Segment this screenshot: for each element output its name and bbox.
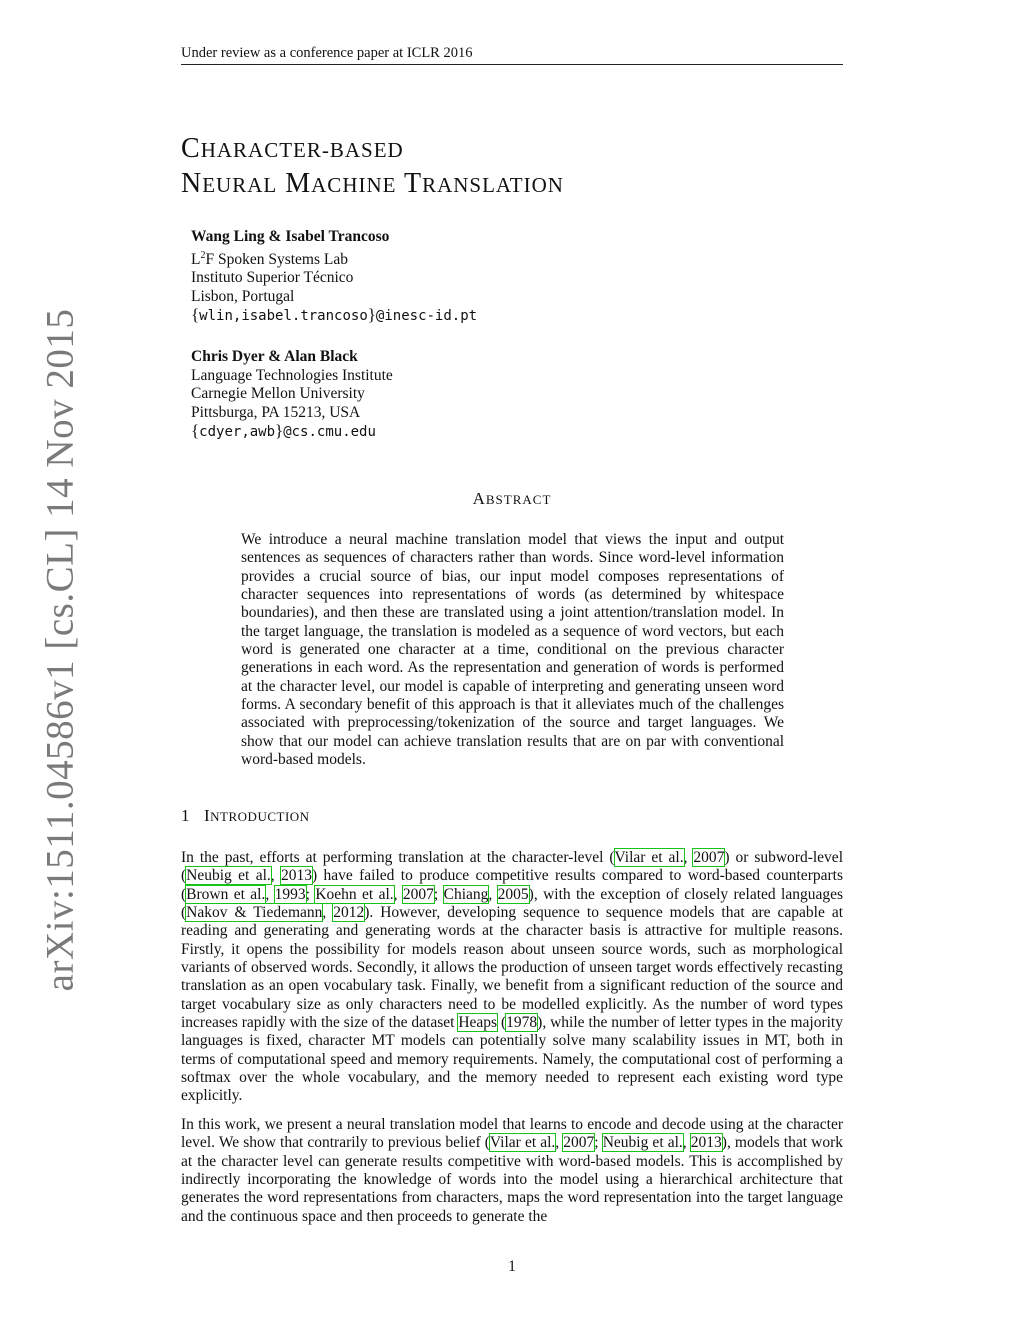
author-location: Lisbon, Portugal bbox=[191, 287, 295, 305]
author-email[interactable]: {wlin,isabel.trancoso}@inesc-id.pt bbox=[191, 305, 478, 325]
citation-link[interactable]: Heaps bbox=[458, 1014, 498, 1032]
citation-link[interactable]: 2007 bbox=[693, 849, 725, 866]
abstract-heading: ABSTRACT bbox=[472, 489, 552, 508]
author-institution: Carnegie Mellon University bbox=[191, 385, 365, 402]
citation-link[interactable]: 2013 bbox=[690, 1134, 722, 1152]
author-affiliation: Language Technologies Institute bbox=[191, 366, 393, 384]
citation-link[interactable]: Neubig et al. bbox=[602, 1134, 683, 1152]
abstract-text: We introduce a neural machine translation model that views the input and output sentences as sequences of characters rather than words. Since word-level information provides a crucial source of bias, our input model composes representations of character sequences into representations of words (as determined by whitespace boundaries), and then these are translated using a joint attention/translation model. In the target language, the translation is modeled as a sequence of word vectors, but each word is generated one character at a time, conditional on the previous character generations in each word. As the representation and generation of words is performed at the character level, our model is capable of interpreting and generating unseen word forms. A secondary benefit of this approach is that it alleviates much of the challenges associated with preprocessing/tokenization of the source and target languages. We show that our model can achieve translation results that are on par with conventional word-based models. bbox=[241, 531, 784, 769]
author-names: Chris Dyer & Alan Black bbox=[191, 348, 358, 365]
citation-link[interactable]: 1978 bbox=[506, 1014, 538, 1032]
citation-link[interactable]: 2013 bbox=[281, 867, 312, 885]
author-names: Wang Ling & Isabel Trancoso bbox=[191, 228, 390, 245]
author-location: Pittsburga, PA 15213, USA bbox=[191, 403, 361, 421]
running-header: Under review as a conference paper at ICLR 2016 bbox=[181, 44, 843, 65]
citation-link[interactable]: 2005 bbox=[497, 885, 529, 903]
citation-link[interactable]: Neubig et al. bbox=[186, 867, 271, 885]
citation-link[interactable]: Vilar et al. bbox=[614, 849, 684, 866]
author-institution: Instituto Superior Técnico bbox=[191, 269, 354, 287]
title-line-2: NEURAL MACHINE TRANSLATION bbox=[181, 168, 564, 199]
intro-paragraph-2: In this work, we present a neural translation model that learns to encode and decode using at the character level. We show that contrarily to previous belief (Vilar et al., 2007; Neubig et al., 2013), models that work at the character level can generate results competitive with word-based models. This is accomplished by indirectly incorporating the knowledge of words into the model using a hierarchical architecture that generates the word representations from characters, maps the word representation into the target language and the continuous space and then proceeds to generate the bbox=[181, 1116, 844, 1225]
citation-link[interactable]: Nakov & Tiedemann bbox=[186, 904, 323, 922]
citation-link[interactable]: Brown et al. bbox=[186, 885, 266, 903]
paper-title bbox=[181, 132, 564, 202]
title-line-1: CHARACTER-BASED bbox=[181, 133, 404, 164]
section-heading-introduction: 1 INTRODUCTION bbox=[181, 806, 310, 825]
author-affiliation: $L^2F$ Spoken Systems Lab bbox=[191, 249, 348, 268]
citation-link[interactable]: Chiang bbox=[443, 885, 489, 903]
citation-link[interactable]: 2012 bbox=[333, 904, 365, 922]
arxiv-stamp: arXiv:1511.04586v1 [cs.CL] 14 Nov 2015 bbox=[38, 308, 82, 992]
citation-link[interactable]: 2007 bbox=[563, 1134, 595, 1152]
citation-link[interactable]: 1993 bbox=[274, 885, 306, 903]
citation-link[interactable]: Vilar et al. bbox=[489, 1134, 556, 1152]
author-block-1 bbox=[191, 228, 477, 326]
citation-link[interactable]: 2007 bbox=[402, 885, 434, 903]
intro-paragraph-1: In the past, efforts at performing translation at the character-level (Vilar et al., 2007) or subword-level (Neubig et al., 2013) have failed to produce competitive results compared to word-based counterparts (Brown et al., 1993; Koehn et al., 2007; Chiang, 2005), with the exception of closely related languages (Nakov & Tiedemann, 2012). However, developing sequence to sequence models that are capable at reading and generating and generating words at the character basis is attractive for multiple reasons. Firstly, it opens the possibility for models reason about unseen source words, such as morphological variants of observed words. Secondly, it allows the production of unseen target words effectively recasting translation as an open vocabulary task. Finally, we benefit from a significant reduction of the source and target vocabulary size as only characters need to be modelled explicitly. As the number of word types increases rapidly with the size of the dataset Heaps (1978), while the number of letter types in the majority languages is fixed, character MT models can potentially solve many scalability issues in MT, both in terms of computational speed and memory requirements. Namely, the computational cost of performing a softmax over the whole vocabulary, and the memory needed to represent each existing word type explicitly. bbox=[181, 849, 844, 1105]
citation-link[interactable]: Koehn et al. bbox=[315, 885, 394, 903]
author-block-2 bbox=[191, 348, 393, 442]
page-number: 1 bbox=[508, 1258, 516, 1275]
author-email[interactable]: {cdyer,awb}@cs.cmu.edu bbox=[191, 421, 376, 440]
